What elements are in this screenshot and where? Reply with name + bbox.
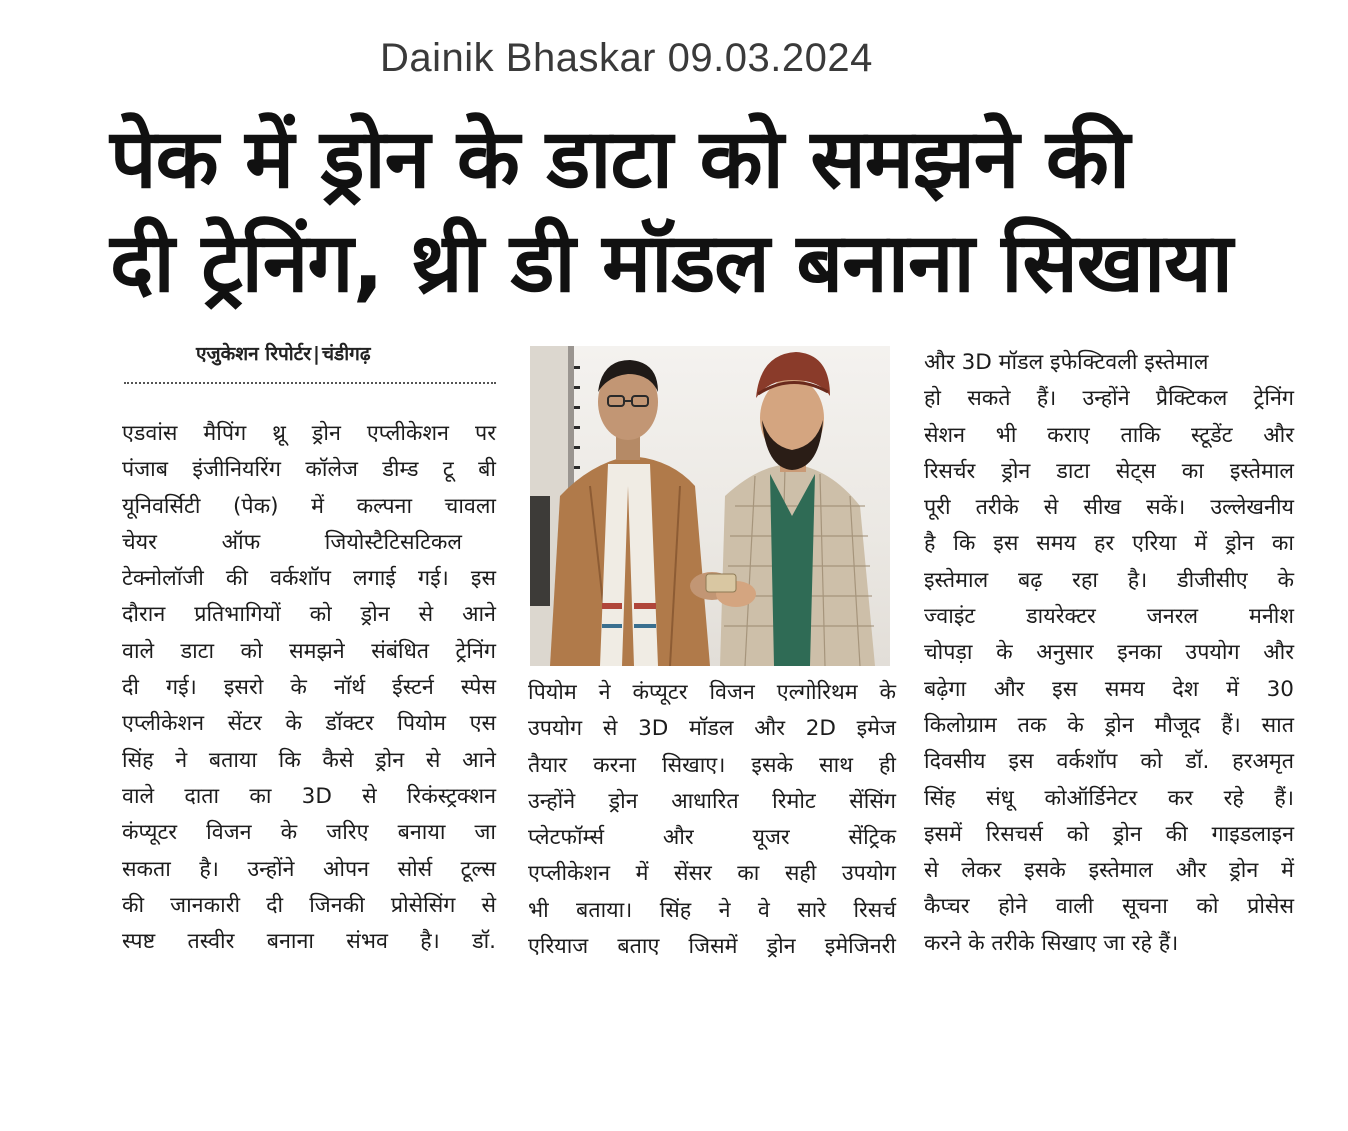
- column-line: पियोम ने कंप्यूटर विजन एल्गोरिथम के: [528, 680, 896, 705]
- column-line: टेक्नोलॉजी की वर्कशॉप लगाई गई। इस: [122, 566, 496, 592]
- column-line: दी गई। इसरो के नॉर्थ ईस्टर्न स्पेस: [122, 675, 496, 701]
- column-line: स्पष्ट तस्वीर बनाना संभव है। डॉ.: [122, 929, 496, 955]
- column-line: भी बताया। सिंह ने वे सारे रिसर्च: [528, 897, 896, 923]
- column-line: किलोग्राम तक के ड्रोन मौजूद हैं। सात: [924, 712, 1294, 738]
- article-column-1: [122, 416, 496, 960]
- column-line: चेयर ऑफ जियोस्टैटिसटिकल: [122, 529, 462, 555]
- headline-line-1: पेक में ड्रोन के डाटा को समझने की: [110, 112, 1130, 207]
- article-column-2: [528, 675, 896, 965]
- column-line: और 3D मॉडल इफेक्टिवली इस्तेमाल: [924, 350, 1209, 375]
- byline-divider: [124, 382, 496, 384]
- column-line: एप्लीकेशन सेंटर के डॉक्टर पियोम एस: [122, 711, 496, 737]
- column-line: ज्वाइंट डायरेक्टर जनरल मनीश: [924, 604, 1294, 630]
- column-line: एरियाज बताए जिसमें ड्रोन इमेजिनरी: [528, 934, 896, 960]
- column-line: सकता है। उन्होंने ओपन सोर्स टूल्स: [122, 856, 496, 882]
- column-line: करने के तरीके सिखाए जा रहे हैं।: [924, 930, 1179, 956]
- column-line: वाले डाटा को समझने संबंधित ट्रेनिंग: [122, 638, 496, 664]
- column-line: यूनिवर्सिटी (पेक) में कल्पना चावला: [122, 493, 496, 519]
- column-line: है कि इस समय हर एरिया में ड्रोन का: [924, 531, 1294, 557]
- column-line: तैयार करना सिखाए। इसके साथ ही: [528, 752, 896, 778]
- byline-reporter: एजुकेशन रिपोर्टर: [196, 343, 312, 365]
- column-line: हो सकते हैं। उन्होंने प्रैक्टिकल ट्रेनिंग: [924, 386, 1294, 412]
- column-line: कंप्यूटर विजन के जरिए बनाया जा: [122, 820, 496, 846]
- column-line: एडवांस मैपिंग थ्रू ड्रोन एप्लीकेशन पर: [122, 421, 496, 446]
- column-line: इस्तेमाल बढ़ रहा है। डीजीसीए के: [924, 567, 1294, 593]
- column-line: पंजाब इंजीनियरिंग कॉलेज डीम्ड टू बी: [122, 457, 496, 483]
- column-line: उपयोग से 3D मॉडल और 2D इमेज: [528, 716, 896, 742]
- column-line: इसमें रिसचर्स को ड्रोन की गाइडलाइन: [924, 821, 1294, 847]
- column-line: एप्लीकेशन में सेंसर का सही उपयोग: [528, 861, 896, 887]
- column-line: सिंह संधू कोऑर्डिनेटर कर रहे हैं।: [924, 785, 1294, 811]
- byline-city: चंडीगढ़: [321, 343, 371, 365]
- byline: [196, 340, 371, 366]
- newspaper-masthead: Dainik Bhaskar 09.03.2024: [380, 36, 873, 80]
- column-line: उन्होंने ड्रोन आधारित रिमोट सेंसिंग: [528, 788, 896, 814]
- column-line: सेशन भी कराए ताकि स्टूडेंट और: [924, 422, 1294, 448]
- byline-separator: |: [313, 343, 320, 365]
- column-line: बढ़ेगा और इस समय देश में 30: [924, 676, 1294, 702]
- column-line: चोपड़ा के अनुसार इनका उपयोग और: [924, 640, 1294, 666]
- column-line: से लेकर इसके इस्तेमाल और ड्रोन में: [924, 858, 1294, 884]
- column-line: की जानकारी दी जिनकी प्रोसेसिंग से: [122, 892, 496, 918]
- headline-line-2: दी ट्रेनिंग, थ्री डी मॉडल बनाना सिखाया: [110, 216, 1233, 311]
- photo-illustration: [530, 346, 890, 666]
- column-line: दौरान प्रतिभागियों को ड्रोन से आने: [122, 602, 496, 628]
- article-column-3: [924, 345, 1294, 962]
- column-line: सिंह ने बताया कि कैसे ड्रोन से आने: [122, 747, 496, 773]
- headline: [110, 108, 1290, 316]
- column-line: रिसर्चर ड्रोन डाटा सेट्स का इस्तेमाल: [924, 458, 1294, 484]
- column-line: कैप्चर होने वाली सूचना को प्रोसेस: [924, 894, 1294, 920]
- column-line: पूरी तरीके से सीख सकें। उल्लेखनीय: [924, 495, 1294, 521]
- column-line: वाले दाता का 3D से रिकंस्ट्रक्शन: [122, 783, 496, 809]
- column-line: प्लेटफॉर्म्स और यूजर सेंट्रिक: [528, 825, 896, 851]
- photo-two-men-handshake-icon: [530, 346, 890, 666]
- column-line: दिवसीय इस वर्कशॉप को डॉ. हरअमृत: [924, 749, 1294, 775]
